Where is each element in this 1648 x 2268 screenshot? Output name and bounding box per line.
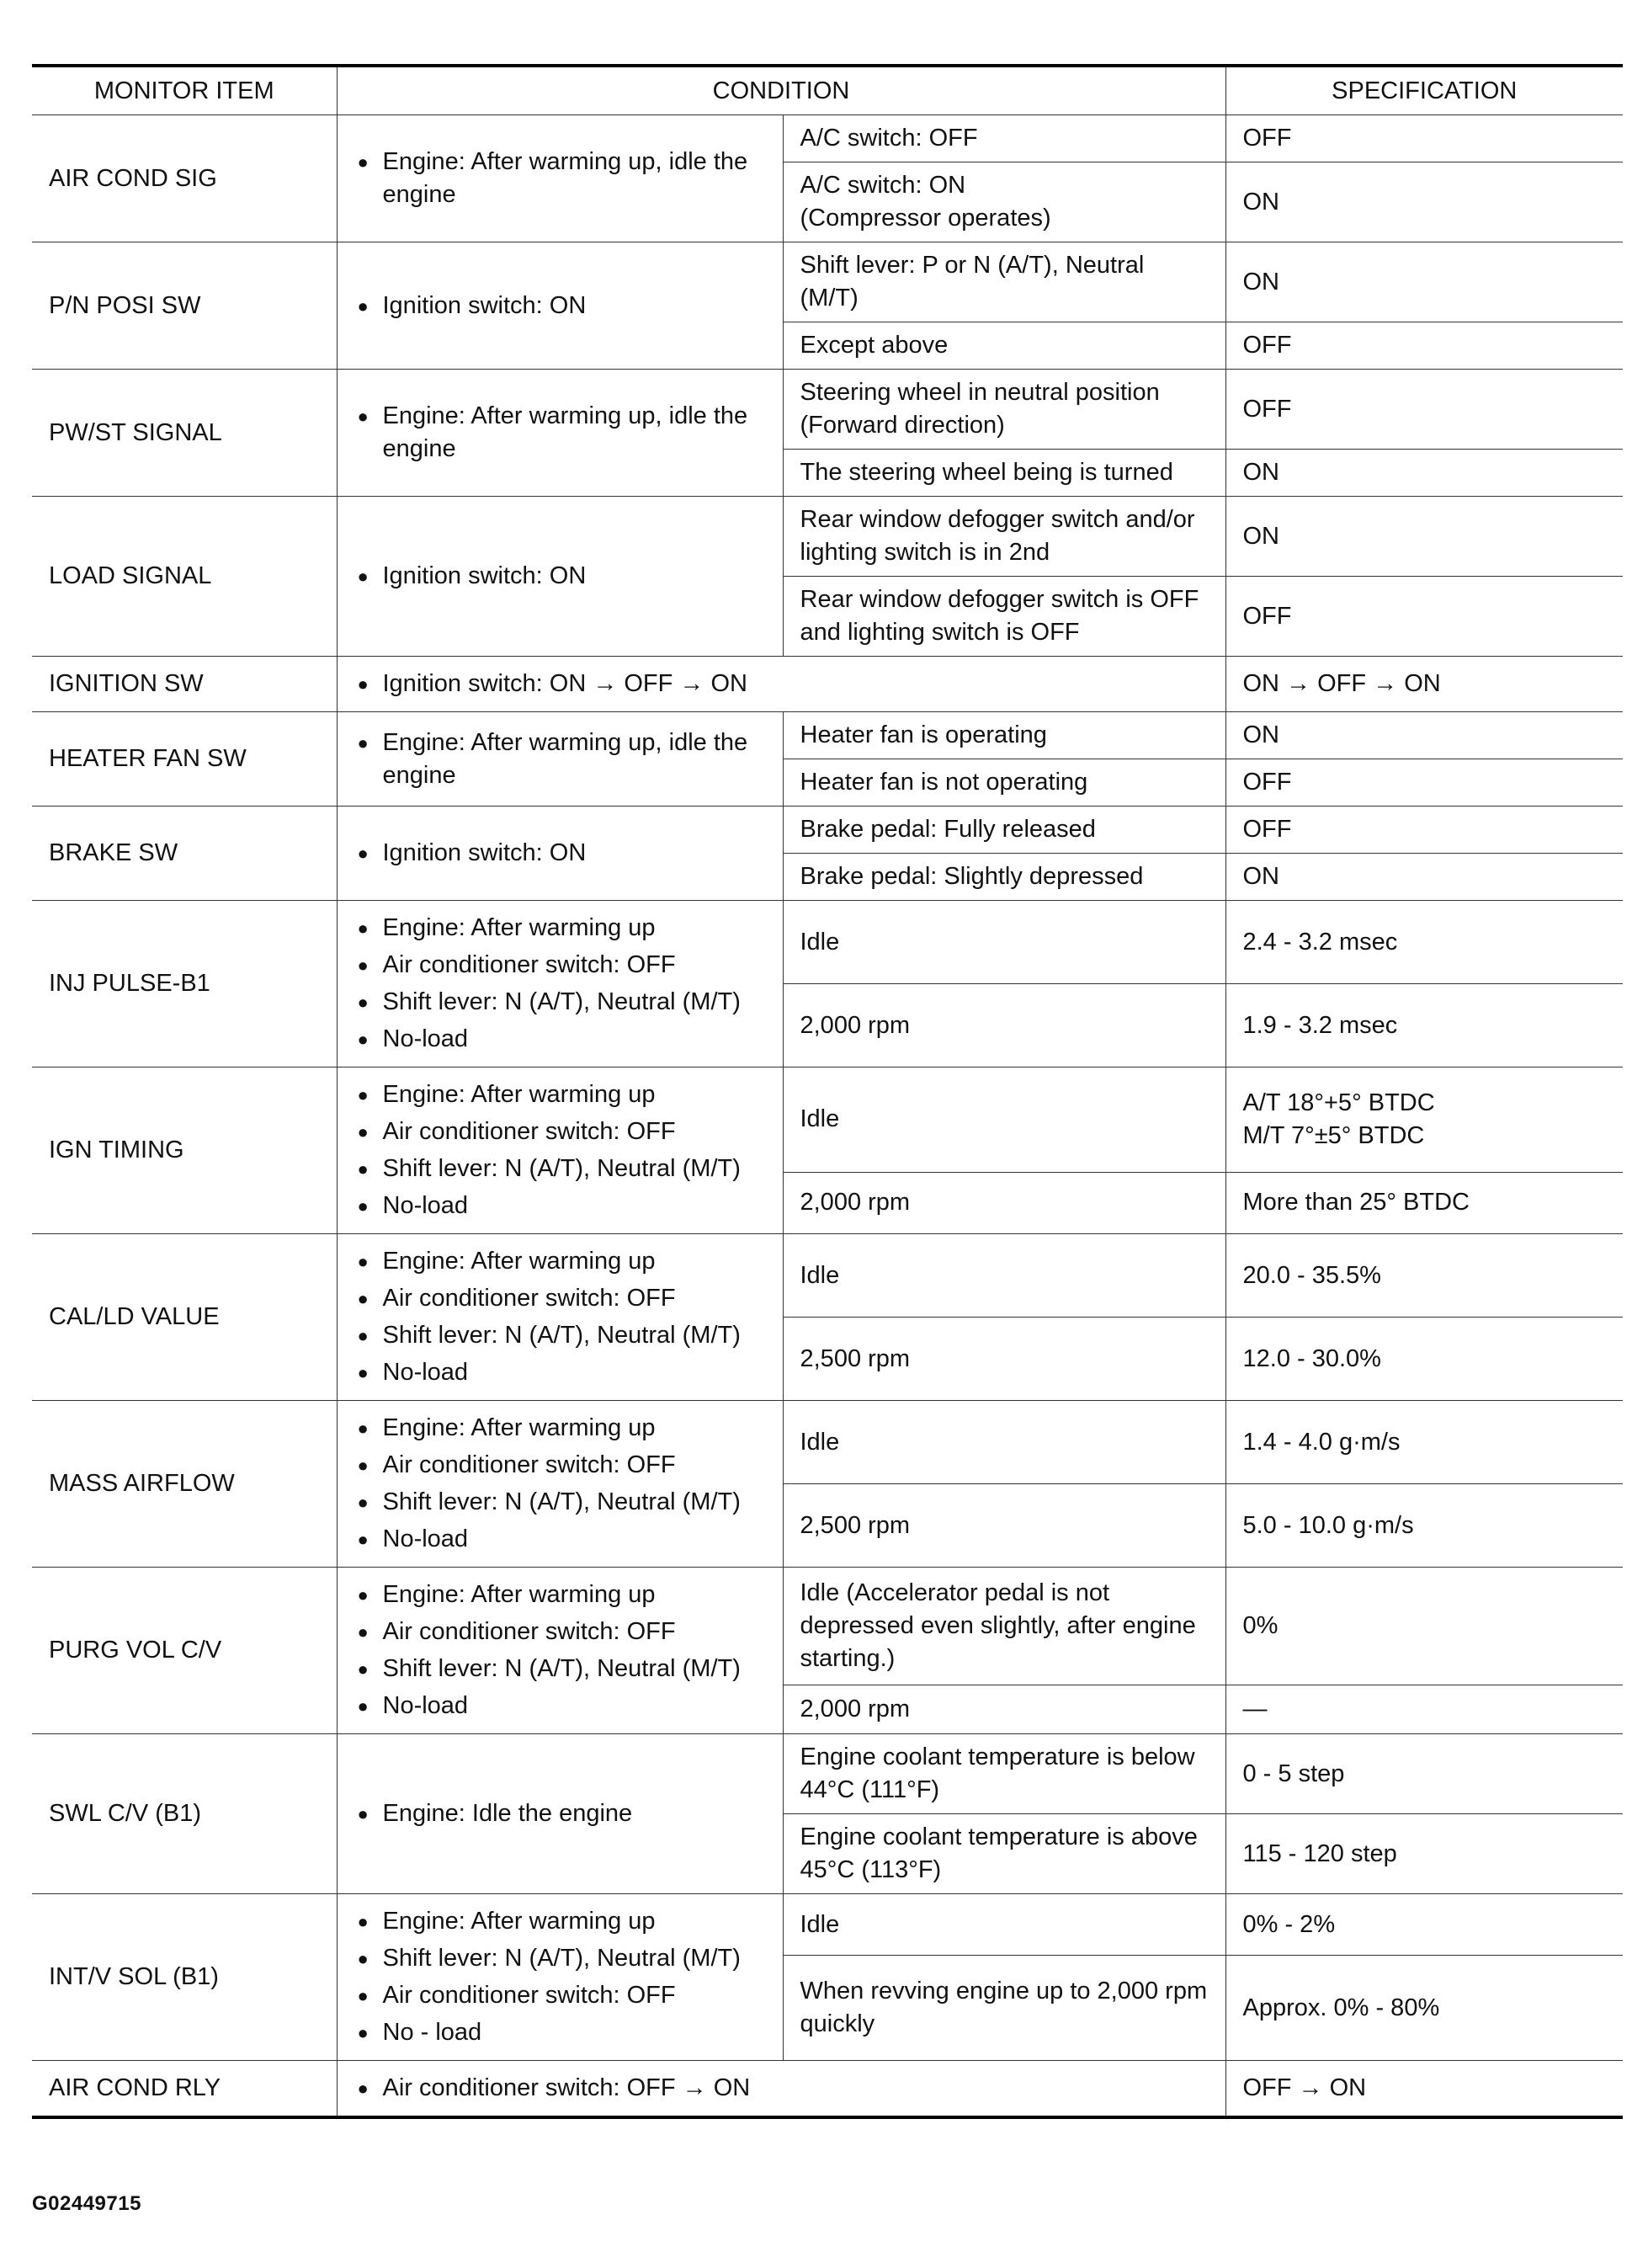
condition-bullet: ● Ignition switch: ON <box>354 290 766 322</box>
condition-bullet: ● Air conditioner switch: OFF <box>354 1449 766 1482</box>
condition-list <box>354 560 766 593</box>
condition-bullet: ● Shift lever: N (A/T), Neutral (M/T) <box>354 986 766 1019</box>
condition-cell <box>337 1568 783 1734</box>
header-specification: SPECIFICATION <box>1225 66 1623 115</box>
condition-bullet: ● Engine: Idle the engine <box>354 1797 766 1830</box>
monitor-item-pw-st-signal: PW/ST SIGNAL <box>32 370 337 497</box>
condition-list <box>354 1245 766 1389</box>
condition-list <box>354 1412 766 1556</box>
monitor-item-mass-airflow: MASS AIRFLOW <box>32 1401 337 1568</box>
sub-condition: Engine coolant temperature is below 44°C (111°F) <box>783 1734 1225 1814</box>
condition-bullet: ● Air conditioner switch: OFF <box>354 1115 766 1148</box>
header-monitor-item: MONITOR ITEM <box>32 66 337 115</box>
specification-value: ON <box>1225 242 1623 322</box>
specification-value: 115 - 120 step <box>1225 1814 1623 1894</box>
sub-condition: Idle <box>783 1401 1225 1484</box>
specification-value: OFF <box>1225 115 1623 162</box>
specification-value: A/T 18°+5° BTDC M/T 7°±5° BTDC <box>1225 1067 1623 1173</box>
table-row <box>32 1234 1623 1318</box>
table-row <box>32 242 1623 322</box>
specification-value: Approx. 0% - 80% <box>1225 1956 1623 2061</box>
specification-value: More than 25° BTDC <box>1225 1172 1623 1233</box>
sub-condition: 2,000 rpm <box>783 1685 1225 1733</box>
specification-value: 0% <box>1225 1568 1623 1685</box>
condition-bullet: ● No-load <box>354 1356 766 1389</box>
monitor-item-air-cond-rly: AIR COND RLY <box>32 2061 337 2118</box>
sub-condition: Engine coolant temperature is above 45°C (113°F) <box>783 1814 1225 1894</box>
table-row <box>32 2061 1623 2118</box>
specification-value: 5.0 - 10.0 g·m/s <box>1225 1484 1623 1568</box>
condition-bullet: ● Air conditioner switch: OFF → ON <box>354 2072 1209 2105</box>
condition-bullet: ● Air conditioner switch: OFF <box>354 949 766 982</box>
table-row <box>32 901 1623 984</box>
condition-list <box>354 146 766 211</box>
monitor-spec-table <box>32 64 1623 2119</box>
monitor-item-purg-vol-c-v: PURG VOL C/V <box>32 1568 337 1734</box>
condition-cell <box>337 1734 783 1894</box>
table-row <box>32 712 1623 759</box>
condition-list <box>354 668 1209 700</box>
specification-value: ON <box>1225 497 1623 577</box>
sub-condition: Idle <box>783 1067 1225 1173</box>
spec-document <box>32 64 1623 2119</box>
sub-condition: 2,000 rpm <box>783 984 1225 1067</box>
figure-id: G02449715 <box>32 2192 141 2215</box>
condition-bullet: ● Engine: After warming up, idle the engine <box>354 727 766 792</box>
specification-value: ON <box>1225 712 1623 759</box>
sub-condition: Steering wheel in neutral position (Forward direction) <box>783 370 1225 450</box>
condition-bullet: ● Shift lever: N (A/T), Neutral (M/T) <box>354 1486 766 1519</box>
header-row <box>32 66 1623 115</box>
condition-bullet: ● Ignition switch: ON <box>354 560 766 593</box>
table-row <box>32 1067 1623 1173</box>
condition-bullet: ● Engine: After warming up <box>354 1245 766 1278</box>
condition-list <box>354 1905 766 2049</box>
monitor-item-ignition-sw: IGNITION SW <box>32 657 337 712</box>
sub-condition: Brake pedal: Slightly depressed <box>783 854 1225 901</box>
sub-condition: Shift lever: P or N (A/T), Neutral (M/T) <box>783 242 1225 322</box>
monitor-item-air-cond-sig: AIR COND SIG <box>32 115 337 242</box>
sub-condition: Heater fan is not operating <box>783 759 1225 807</box>
monitor-item-ign-timing: IGN TIMING <box>32 1067 337 1234</box>
condition-cell <box>337 807 783 901</box>
monitor-item-int-v-sol-b1: INT/V SOL (B1) <box>32 1894 337 2061</box>
sub-condition: Idle <box>783 1234 1225 1318</box>
table-row <box>32 1568 1623 1685</box>
condition-bullet: ● Engine: After warming up, idle the engine <box>354 146 766 211</box>
condition-bullet: ● Shift lever: N (A/T), Neutral (M/T) <box>354 1153 766 1185</box>
specification-value: ON <box>1225 162 1623 242</box>
condition-cell <box>337 370 783 497</box>
sub-condition: Brake pedal: Fully released <box>783 807 1225 854</box>
table-row <box>32 370 1623 450</box>
monitor-item-cal-ld-value: CAL/LD VALUE <box>32 1234 337 1401</box>
specification-value: 20.0 - 35.5% <box>1225 1234 1623 1318</box>
table-body <box>32 115 1623 2118</box>
condition-bullet: ● Air conditioner switch: OFF <box>354 1282 766 1315</box>
condition-cell <box>337 242 783 370</box>
condition-bullet: ● No-load <box>354 1690 766 1722</box>
condition-cell <box>337 657 1225 712</box>
header-condition: CONDITION <box>337 66 1225 115</box>
monitor-item-brake-sw: BRAKE SW <box>32 807 337 901</box>
condition-bullet: ● Air conditioner switch: OFF <box>354 1979 766 2012</box>
condition-list <box>354 1797 766 1830</box>
specification-value: 2.4 - 3.2 msec <box>1225 901 1623 984</box>
specification-value: OFF <box>1225 759 1623 807</box>
sub-condition: 2,000 rpm <box>783 1172 1225 1233</box>
sub-condition: Idle <box>783 1894 1225 1956</box>
monitor-item-swl-c-v-b1: SWL C/V (B1) <box>32 1734 337 1894</box>
sub-condition: When revving engine up to 2,000 rpm quickly <box>783 1956 1225 2061</box>
condition-cell <box>337 1067 783 1234</box>
sub-condition: Rear window defogger switch and/or lighting switch is in 2nd <box>783 497 1225 577</box>
monitor-item-load-signal: LOAD SIGNAL <box>32 497 337 657</box>
monitor-item-heater-fan-sw: HEATER FAN SW <box>32 712 337 807</box>
condition-bullet: ● No - load <box>354 2016 766 2049</box>
condition-list <box>354 837 766 870</box>
sub-condition: A/C switch: ON (Compressor operates) <box>783 162 1225 242</box>
specification-value: 1.4 - 4.0 g·m/s <box>1225 1401 1623 1484</box>
sub-condition: A/C switch: OFF <box>783 115 1225 162</box>
sub-condition: Idle (Accelerator pedal is not depressed even slightly, after engine starting.) <box>783 1568 1225 1685</box>
condition-bullet: ● Ignition switch: ON → OFF → ON <box>354 668 1209 700</box>
sub-condition: The steering wheel being is turned <box>783 450 1225 497</box>
table-row <box>32 1894 1623 1956</box>
table-row <box>32 807 1623 854</box>
condition-bullet: ● Engine: After warming up <box>354 1905 766 1938</box>
sub-condition: 2,500 rpm <box>783 1318 1225 1401</box>
specification-value: OFF <box>1225 807 1623 854</box>
specification-value: — <box>1225 1685 1623 1733</box>
condition-bullet: ● Shift lever: N (A/T), Neutral (M/T) <box>354 1653 766 1685</box>
condition-bullet: ● Engine: After warming up <box>354 1579 766 1611</box>
condition-cell <box>337 2061 1225 2118</box>
specification-value: 12.0 - 30.0% <box>1225 1318 1623 1401</box>
specification-value: OFF <box>1225 577 1623 657</box>
specification-value: 0% - 2% <box>1225 1894 1623 1956</box>
specification-value: OFF <box>1225 370 1623 450</box>
condition-list <box>354 400 766 466</box>
condition-cell <box>337 1401 783 1568</box>
condition-cell <box>337 1234 783 1401</box>
specification-value: 1.9 - 3.2 msec <box>1225 984 1623 1067</box>
specification-value: OFF <box>1225 322 1623 370</box>
condition-cell <box>337 1894 783 2061</box>
table-row <box>32 497 1623 577</box>
sub-condition: Idle <box>783 901 1225 984</box>
sub-condition: Rear window defogger switch is OFF and lighting switch is OFF <box>783 577 1225 657</box>
condition-bullet: ● Engine: After warming up, idle the engine <box>354 400 766 466</box>
condition-bullet: ● No-load <box>354 1190 766 1222</box>
condition-cell <box>337 497 783 657</box>
condition-bullet: ● Engine: After warming up <box>354 912 766 945</box>
condition-bullet: ● No-load <box>354 1023 766 1056</box>
table-row <box>32 1734 1623 1814</box>
condition-list <box>354 1579 766 1722</box>
condition-list <box>354 912 766 1056</box>
condition-list <box>354 1078 766 1222</box>
table-row <box>32 115 1623 162</box>
condition-bullet: ● Air conditioner switch: OFF <box>354 1616 766 1648</box>
sub-condition: Heater fan is operating <box>783 712 1225 759</box>
sub-condition: 2,500 rpm <box>783 1484 1225 1568</box>
condition-list <box>354 290 766 322</box>
condition-bullet: ● Engine: After warming up <box>354 1412 766 1445</box>
condition-list <box>354 727 766 792</box>
condition-cell <box>337 712 783 807</box>
table-row <box>32 1401 1623 1484</box>
sub-condition: Except above <box>783 322 1225 370</box>
condition-bullet: ● Shift lever: N (A/T), Neutral (M/T) <box>354 1319 766 1352</box>
condition-bullet: ● No-load <box>354 1523 766 1556</box>
condition-bullet: ● Ignition switch: ON <box>354 837 766 870</box>
specification-value: ON → OFF → ON <box>1225 657 1623 712</box>
condition-bullet: ● Shift lever: N (A/T), Neutral (M/T) <box>354 1942 766 1975</box>
specification-value: 0 - 5 step <box>1225 1734 1623 1814</box>
specification-value: ON <box>1225 450 1623 497</box>
specification-value: ON <box>1225 854 1623 901</box>
table-row <box>32 657 1623 712</box>
monitor-item-inj-pulse-b1: INJ PULSE-B1 <box>32 901 337 1067</box>
monitor-item-p-n-posi-sw: P/N POSI SW <box>32 242 337 370</box>
condition-cell <box>337 901 783 1067</box>
condition-list <box>354 2072 1209 2105</box>
condition-bullet: ● Engine: After warming up <box>354 1078 766 1111</box>
specification-value: OFF → ON <box>1225 2061 1623 2118</box>
condition-cell <box>337 115 783 242</box>
